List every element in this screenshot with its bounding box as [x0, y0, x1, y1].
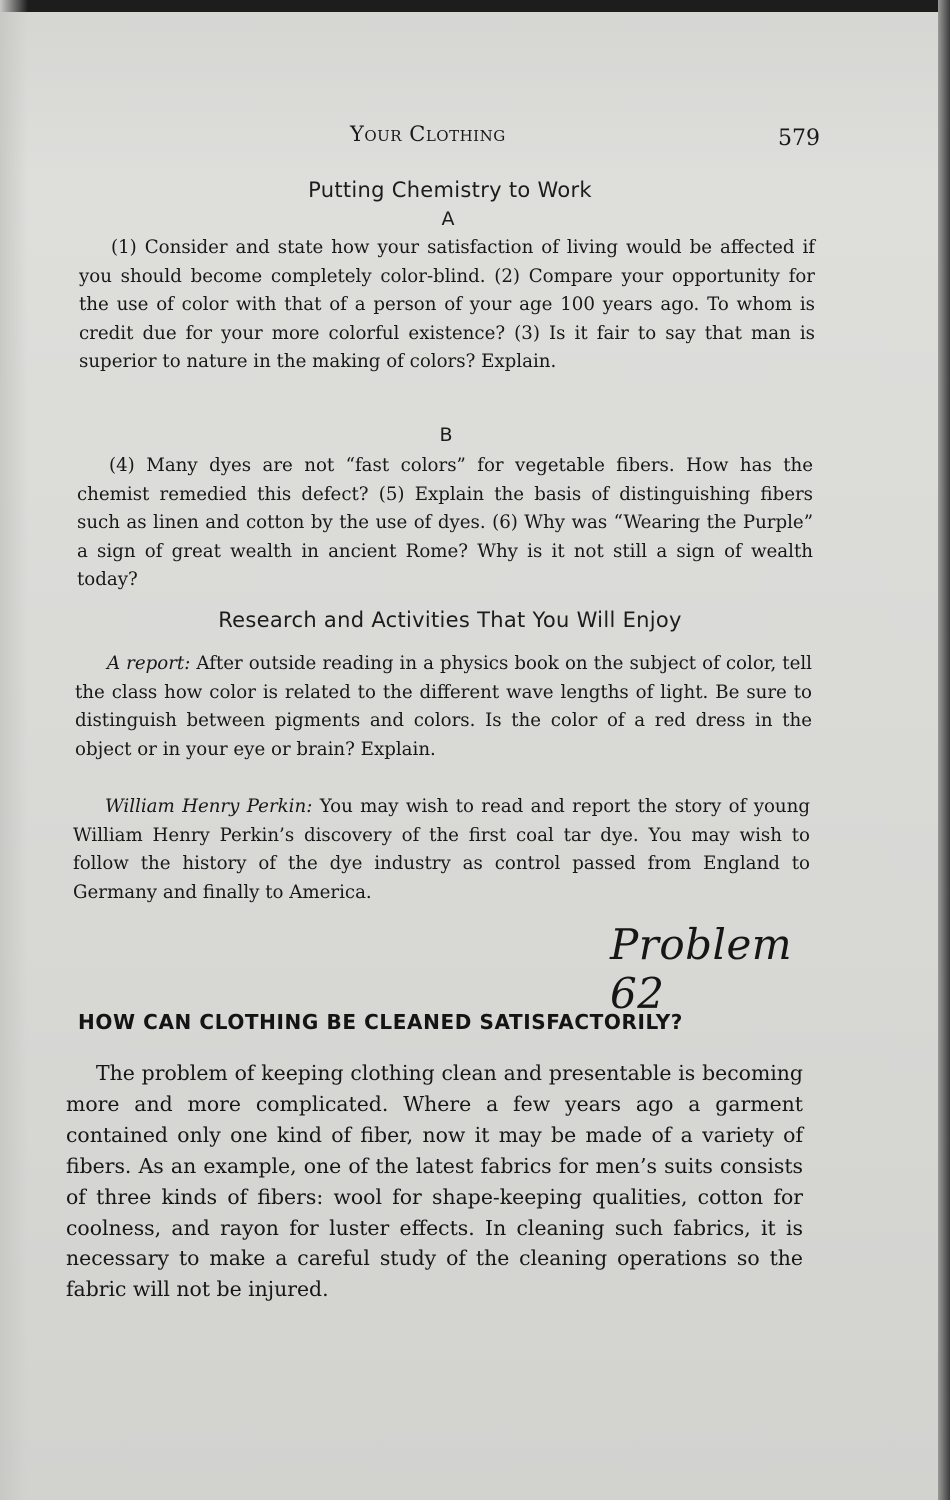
problem-title: HOW CAN CLOTHING BE CLEANED SATISFACTORILY?	[78, 1010, 684, 1034]
research-item-report	[75, 650, 812, 764]
research-item-report-text: After outside reading in a physics book on the subject of color, tell the class how color is related to the different wave lengths of light. Be sure to distinguish between pigments and colors. Is the color of a red dress in the object or in your eye or brain? Explain.	[75, 653, 812, 760]
section-heading-research: Research and Activities That You Will Enjoy	[218, 608, 682, 632]
research-item-perkin	[73, 793, 810, 907]
problem-number-label: Problem 62	[610, 920, 793, 1018]
research-item-perkin-lead: William Henry Perkin:	[105, 796, 313, 817]
problem-intro-paragraph: The problem of keeping clothing clean and presentable is becoming more and more complicated. Where a few years ago a garment contained only one kind of fiber, now it may be made of a variety of fibers. As an example, one of the latest fabrics for men’s suits consists of three kinds of fibers: wool for shape-keeping qualities, cotton for coolness, and rayon for luster effects. In cleaning such fabrics, it is necessary to make a careful study of the cleaning operations so the fabric will not be injured.	[66, 1061, 803, 1302]
scan-top-border	[0, 0, 950, 12]
problem-intro	[66, 1058, 803, 1305]
research-item-perkin-text: You may wish to read and report the story of young William Henry Perkin’s discovery of the first coal tar dye. You may wish to follow the history of the dye industry as control passed from England to Germany and finally to America.	[73, 796, 810, 903]
questions-part-a-text: (1) Consider and state how your satisfaction of living would be affected if you should become completely color-blind. (2) Compare your opportunity for the use of color with that of a person of your age 100 years ago. To whom is credit due for your more colorful existence? (3) Is it fair to say that man is superior to nature in the making of colors? Explain.	[79, 237, 815, 373]
subsection-letter-a: A	[441, 208, 455, 230]
section-heading-putting-chemistry: Putting Chemistry to Work	[308, 178, 592, 202]
questions-part-b	[77, 452, 813, 595]
subsection-letter-b: B	[439, 424, 453, 446]
running-head: Your Clothing	[350, 122, 506, 146]
scan-right-border	[938, 0, 950, 1500]
research-item-report-lead: A report:	[107, 653, 191, 674]
questions-part-a	[79, 234, 815, 377]
questions-part-b-text: (4) Many dyes are not “fast colors” for vegetable fibers. How has the chemist remedied this defect? (5) Explain the basis of distinguishing fibers such as linen and cotton by the use of dyes. (6) Why was “Wearing the Purple” a sign of great wealth in ancient Rome? Why is it not still a sign of wealth today?	[77, 455, 813, 591]
page-left-shade	[0, 0, 28, 1500]
research-item-perkin-paragraph	[73, 793, 810, 907]
research-item-report-paragraph	[75, 650, 812, 764]
page-number: 579	[778, 126, 820, 151]
